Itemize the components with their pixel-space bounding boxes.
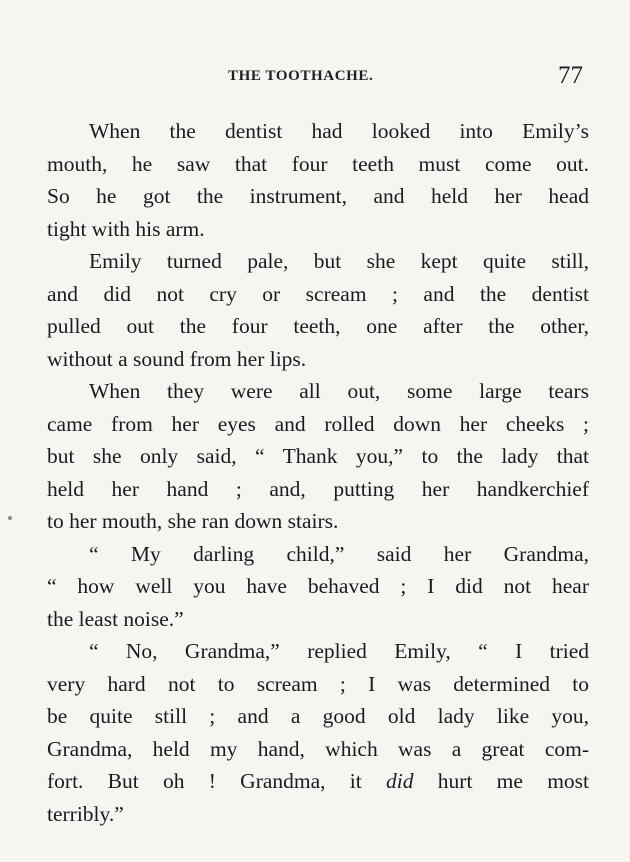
text-line: When they were all out, some large tears — [89, 379, 589, 403]
page-number: 77 — [558, 62, 583, 89]
text-line: held her hand ; and, putting her handkerchief — [47, 476, 589, 501]
page-header — [0, 62, 630, 102]
text-line: So he got the instrument, and held her head — [47, 184, 589, 208]
text-line — [47, 765, 589, 798]
text-line: “ My darling child,” said her Grandma, — [89, 541, 589, 566]
text-run: fort. But oh ! Grandma, it — [47, 769, 362, 793]
text-line: When the dentist had looked into Emily’s — [89, 119, 589, 143]
text-line: Emily turned pale, but she kept quite still, — [89, 249, 589, 273]
text-line: came from her eyes and rolled down her cheeks ; — [47, 411, 589, 436]
text-line: and did not cry or scream ; and the dentist — [47, 281, 589, 306]
paragraph — [47, 115, 589, 245]
text-line: “ how well you have behaved ; I did not hear — [47, 574, 589, 598]
text-line: Grandma, held my hand, which was a great com- — [47, 736, 589, 761]
text-line: the least noise.” — [47, 606, 184, 631]
ink-speck — [8, 516, 12, 520]
text-line: to her mouth, she ran down stairs. — [47, 509, 339, 533]
text-line: tight with his arm. — [47, 216, 205, 241]
text-line: but she only said, “ Thank you,” to the lady that — [47, 444, 589, 468]
body-text — [47, 115, 589, 830]
text-line: pulled out the four teeth, one after the other, — [47, 314, 589, 338]
paragraph — [47, 245, 589, 375]
text-line: very hard not to scream ; I was determined to — [47, 671, 589, 696]
text-line: be quite still ; and a good old lady like you, — [47, 704, 589, 728]
running-head: THE TOOTHACHE. — [228, 68, 374, 84]
paragraph — [47, 635, 589, 830]
paragraph — [47, 538, 589, 636]
paragraph — [47, 375, 589, 538]
text-line: without a sound from her lips. — [47, 346, 307, 371]
text-run: hurt me most — [437, 769, 590, 793]
text-line: mouth, he saw that four teeth must come out. — [47, 151, 589, 176]
text-line: terribly.” — [47, 801, 124, 826]
text-line: “ No, Grandma,” replied Emily, “ I tried — [89, 639, 589, 663]
emphasis: did — [386, 769, 414, 793]
